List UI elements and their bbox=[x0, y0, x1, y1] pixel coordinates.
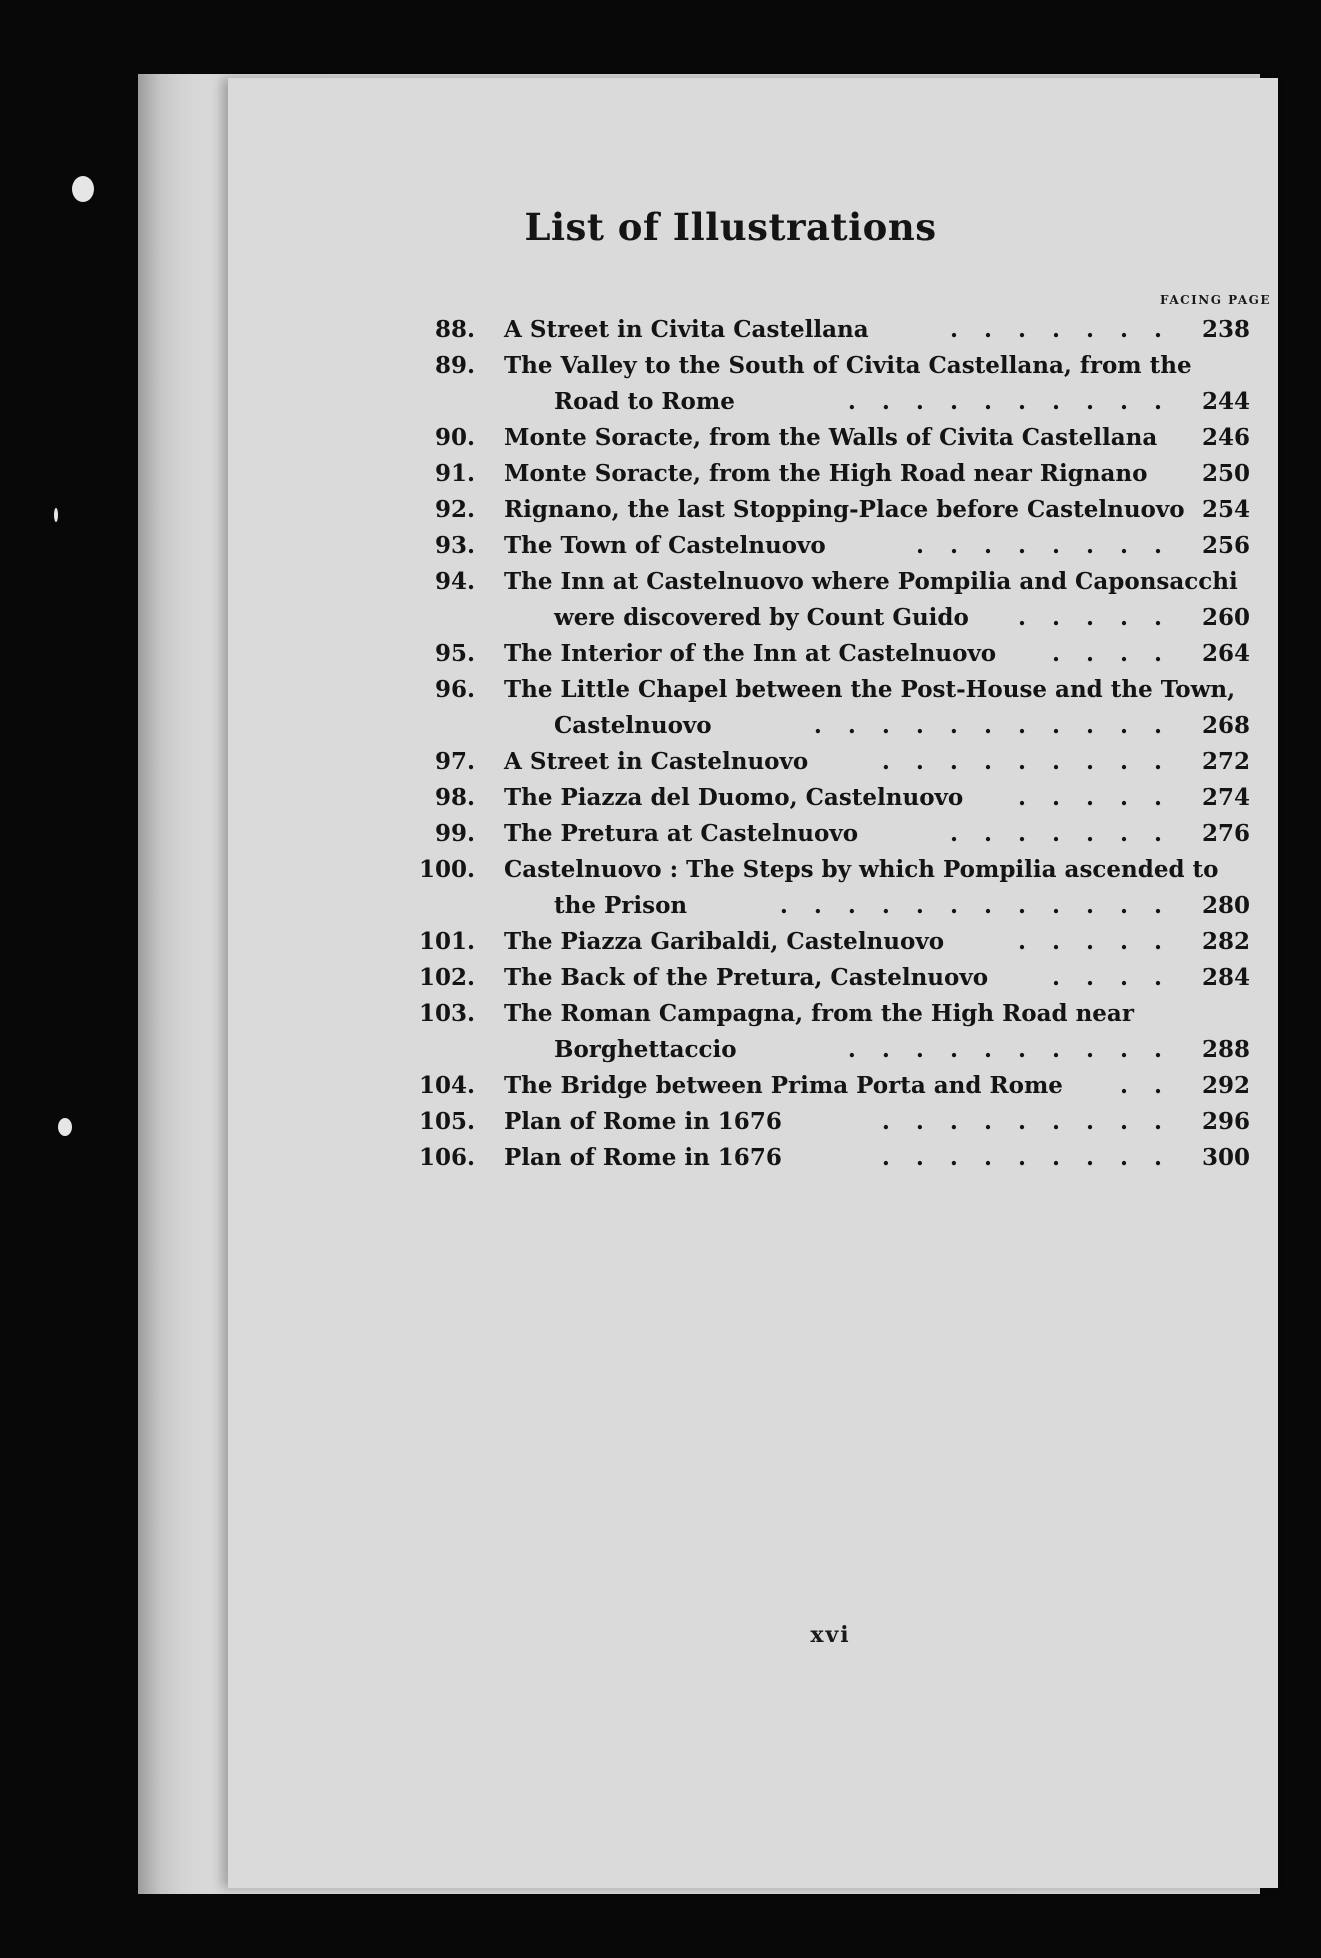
illustration-number: 101. bbox=[418, 928, 475, 955]
facing-page-number: 246 bbox=[1201, 424, 1250, 451]
illustration-caption: A Street in Civita Castellana bbox=[504, 316, 869, 343]
leader-dots: .. bbox=[1119, 1072, 1188, 1099]
facing-page-number: 264 bbox=[1201, 640, 1250, 667]
list-item bbox=[420, 960, 1250, 996]
illustration-number: 95. bbox=[434, 640, 475, 667]
leader-dots: ......... bbox=[881, 1108, 1188, 1135]
illustration-caption: Borghettaccio bbox=[554, 1036, 737, 1063]
leader-dots: ......... bbox=[881, 1144, 1188, 1171]
leader-dots: ........ bbox=[915, 532, 1188, 559]
page-title: List of Illustrations bbox=[524, 205, 937, 249]
list-item-continuation bbox=[420, 1032, 1250, 1068]
list-item bbox=[420, 852, 1250, 888]
facing-page-number: 282 bbox=[1201, 928, 1250, 955]
illustration-number: 99. bbox=[434, 820, 475, 847]
list-item-continuation bbox=[420, 888, 1250, 924]
illustration-number: 105. bbox=[418, 1108, 475, 1135]
illustration-caption: the Prison bbox=[554, 892, 688, 919]
leader-dots: ............ bbox=[779, 892, 1188, 919]
list-item bbox=[420, 780, 1250, 816]
illustration-caption: The Bridge between Prima Porta and Rome bbox=[504, 1072, 1063, 1099]
list-item-continuation bbox=[420, 708, 1250, 744]
list-item bbox=[420, 636, 1250, 672]
page-folio: xvi bbox=[810, 1622, 851, 1648]
list-item bbox=[420, 672, 1250, 708]
list-item-continuation bbox=[420, 384, 1250, 420]
illustration-caption: Road to Rome bbox=[554, 388, 735, 415]
illustration-caption: Monte Soracte, from the High Road near Rignano bbox=[504, 460, 1148, 487]
illustration-list bbox=[420, 312, 1250, 1176]
illustration-caption: The Town of Castelnuovo bbox=[504, 532, 826, 559]
list-item bbox=[420, 996, 1250, 1032]
illustration-caption: The Roman Campagna, from the High Road near bbox=[504, 1000, 1134, 1027]
leader-dots: ......... bbox=[881, 748, 1188, 775]
leader-dots: .......... bbox=[847, 1036, 1188, 1063]
illustration-caption: were discovered by Count Guido bbox=[554, 604, 969, 631]
facing-page-number: 238 bbox=[1201, 316, 1250, 343]
illustration-caption: Monte Soracte, from the Walls of Civita Castellana bbox=[504, 424, 1158, 451]
leader-dots: ....... bbox=[949, 820, 1188, 847]
facing-page-number: 300 bbox=[1201, 1144, 1250, 1171]
illustration-caption: Castelnuovo bbox=[554, 712, 712, 739]
illustration-number: 91. bbox=[434, 460, 475, 487]
illustration-caption: Plan of Rome in 1676 bbox=[504, 1108, 782, 1135]
illustration-caption: A Street in Castelnuovo bbox=[504, 748, 809, 775]
illustration-number: 97. bbox=[434, 748, 475, 775]
list-item bbox=[420, 492, 1250, 528]
list-item bbox=[420, 1140, 1250, 1176]
illustration-number: 93. bbox=[434, 532, 475, 559]
illustration-number: 96. bbox=[434, 676, 475, 703]
leader-dots: .... bbox=[1051, 964, 1188, 991]
list-item bbox=[420, 1068, 1250, 1104]
dust-speck bbox=[54, 508, 58, 522]
leader-dots: ..... bbox=[1017, 928, 1188, 955]
illustration-number: 100. bbox=[418, 856, 475, 883]
facing-page-number: 244 bbox=[1201, 388, 1250, 415]
facing-page-number: 250 bbox=[1201, 460, 1250, 487]
facing-page-number: 292 bbox=[1201, 1072, 1250, 1099]
list-item bbox=[420, 420, 1250, 456]
facing-page-number: 276 bbox=[1201, 820, 1250, 847]
illustration-number: 94. bbox=[434, 568, 475, 595]
list-item bbox=[420, 744, 1250, 780]
facing-page-number: 288 bbox=[1201, 1036, 1250, 1063]
illustration-caption: The Valley to the South of Civita Castellana, from the bbox=[504, 352, 1192, 379]
illustration-number: 92. bbox=[434, 496, 475, 523]
list-item bbox=[420, 1104, 1250, 1140]
list-item-continuation bbox=[420, 600, 1250, 636]
facing-page-number: 272 bbox=[1201, 748, 1250, 775]
list-item bbox=[420, 564, 1250, 600]
illustration-caption: The Back of the Pretura, Castelnuovo bbox=[504, 964, 989, 991]
illustration-caption: The Piazza Garibaldi, Castelnuovo bbox=[504, 928, 945, 955]
illustration-caption: Castelnuovo : The Steps by which Pompilia ascended to bbox=[504, 856, 1219, 883]
leader-dots: ..... bbox=[1017, 604, 1188, 631]
illustration-caption: The Inn at Castelnuovo where Pompilia and Caponsacchi bbox=[504, 568, 1238, 595]
facing-page-number: 274 bbox=[1201, 784, 1250, 811]
facing-page-number: 296 bbox=[1201, 1108, 1250, 1135]
leader-dots: ........... bbox=[813, 712, 1188, 739]
illustration-number: 103. bbox=[418, 1000, 475, 1027]
illustration-caption: The Little Chapel between the Post-House and the Town, bbox=[504, 676, 1236, 703]
leader-dots: ..... bbox=[1017, 784, 1188, 811]
facing-page-number: 284 bbox=[1201, 964, 1250, 991]
list-item bbox=[420, 924, 1250, 960]
illustration-number: 104. bbox=[418, 1072, 475, 1099]
illustration-number: 102. bbox=[418, 964, 475, 991]
list-item bbox=[420, 312, 1250, 348]
illustration-number: 90. bbox=[434, 424, 475, 451]
dust-speck bbox=[72, 176, 94, 202]
leader-dots: ....... bbox=[949, 316, 1188, 343]
list-item bbox=[420, 528, 1250, 564]
illustration-caption: Rignano, the last Stopping-Place before Castelnuovo bbox=[504, 496, 1185, 523]
illustration-number: 88. bbox=[434, 316, 475, 343]
list-item bbox=[420, 348, 1250, 384]
illustration-caption: The Interior of the Inn at Castelnuovo bbox=[504, 640, 997, 667]
illustration-number: 106. bbox=[418, 1144, 475, 1171]
facing-page-number: 254 bbox=[1201, 496, 1250, 523]
facing-page-number: 280 bbox=[1201, 892, 1250, 919]
illustration-number: 98. bbox=[434, 784, 475, 811]
facing-page-number: 260 bbox=[1201, 604, 1250, 631]
list-item bbox=[420, 816, 1250, 852]
illustration-caption: Plan of Rome in 1676 bbox=[504, 1144, 782, 1171]
facing-page-number: 256 bbox=[1201, 532, 1250, 559]
illustration-number: 89. bbox=[434, 352, 475, 379]
leader-dots: .......... bbox=[847, 388, 1188, 415]
illustration-caption: The Pretura at Castelnuovo bbox=[504, 820, 859, 847]
leader-dots: .... bbox=[1051, 640, 1188, 667]
facing-page-number: 268 bbox=[1201, 712, 1250, 739]
list-item bbox=[420, 456, 1250, 492]
dust-speck bbox=[58, 1118, 72, 1136]
illustration-caption: The Piazza del Duomo, Castelnuovo bbox=[504, 784, 964, 811]
facing-page-label: FACING PAGE bbox=[1160, 293, 1272, 307]
